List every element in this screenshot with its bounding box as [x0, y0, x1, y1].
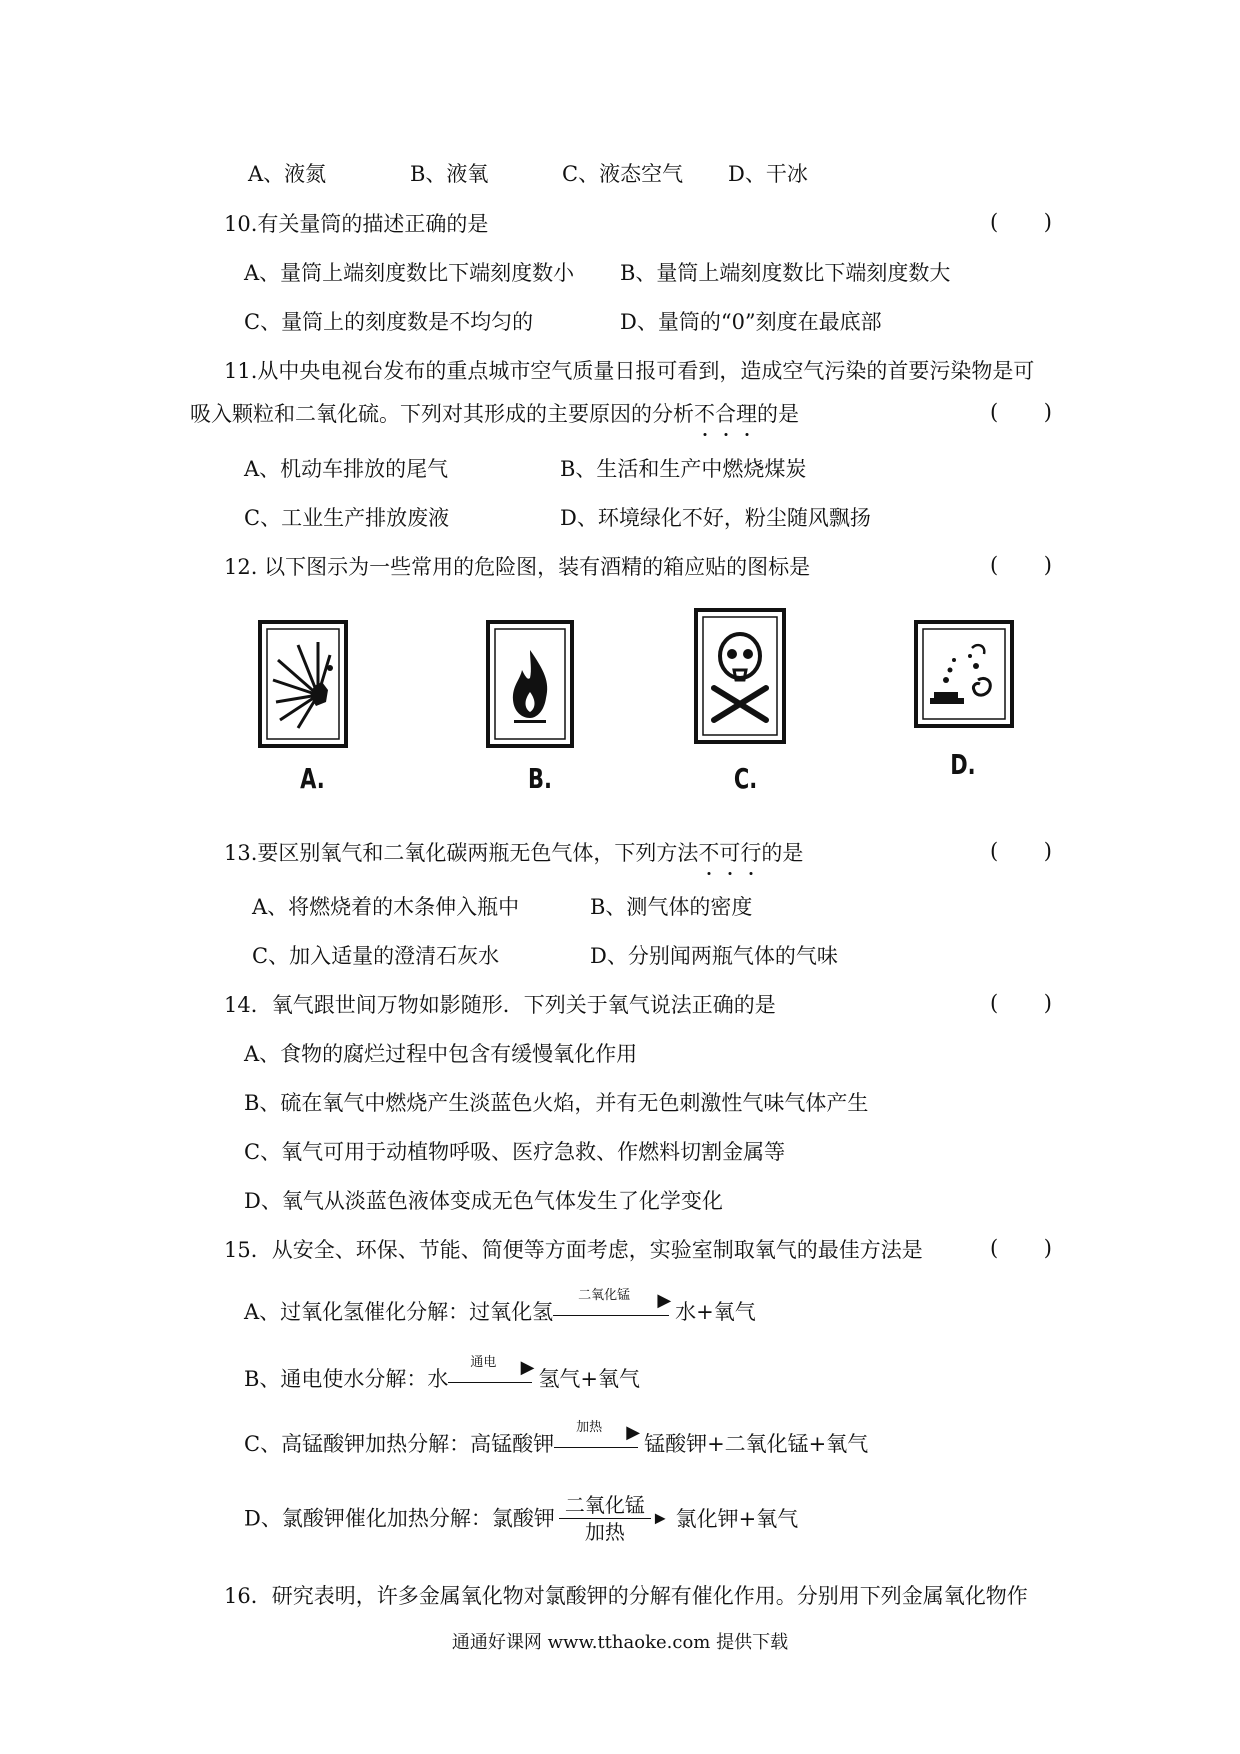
q12-label-d: D.: [950, 748, 976, 781]
q11-option-a: A、机动车排放的尾气: [244, 457, 449, 481]
q15-option-d: D、氯酸钾催化加热分解：氯酸钾 $\frac{\text{二氧化锰}}{\text{加热}}$ ▶ 氯化钾+氧气: [244, 1493, 799, 1544]
q12-label-b: B.: [527, 762, 552, 795]
q12-label-c: C.: [733, 762, 758, 795]
q16-stem-line1: 16．研究表明，许多金属氧化物对氯酸钾的分解有催化作用。分别用下列金属氧化物作: [224, 1584, 1028, 1608]
toxic-skull-icon: [694, 608, 786, 744]
q13-answer-blank: ( ): [990, 839, 1052, 863]
emphasis-char: 不: [694, 402, 715, 426]
q9-option-d: D、干冰: [728, 162, 808, 186]
q13-option-a: A、将燃烧着的木条伸入瓶中: [252, 895, 520, 919]
q11-answer-blank: ( ): [990, 400, 1052, 424]
q10-option-c: C、量筒上的刻度数是不均匀的: [244, 310, 534, 334]
q9-option-b: B、液氧: [410, 162, 489, 186]
reaction-arrow: 加热 ▶: [554, 1432, 638, 1460]
reaction-condition: $\frac{\text{二氧化锰}}{\text{加热}}$: [559, 1492, 651, 1545]
q15-option-a: A、过氧化氢催化分解：过氧化氢 二氧化锰 ▶ 水+氧气: [244, 1298, 756, 1328]
q9-option-c: C、液态空气: [562, 162, 684, 186]
q10-option-b: B、量筒上端刻度数比下端刻度数大: [620, 261, 951, 285]
q13-option-d: D、分别闻两瓶气体的气味: [590, 944, 838, 968]
q13-option-b: B、测气体的密度: [590, 895, 753, 919]
q13-stem: 13.要区别氧气和二氧化碳两瓶无色气体，下列方法不 可 行 的是: [224, 839, 803, 867]
q12-label-a: A.: [300, 762, 325, 795]
q10-option-d: D、量筒的“0”刻度在最底部: [620, 310, 882, 334]
q14-option-c: C、氧气可用于动植物呼吸、医疗急救、作燃料切割金属等: [244, 1140, 786, 1164]
emphasis-char: 合: [715, 402, 736, 426]
q13-option-c: C、加入适量的澄清石灰水: [252, 944, 500, 968]
explosive-icon: [258, 620, 348, 748]
q12-answer-blank: ( ): [990, 553, 1052, 577]
q14-option-a: A、食物的腐烂过程中包含有缓慢氧化作用: [244, 1042, 638, 1066]
corrosive-icon: [914, 620, 1014, 728]
q11-stem-line1: 11.从中央电视台发布的重点城市空气质量日报可看到，造成空气污染的首要污染物是可: [224, 359, 1035, 383]
q15-stem: 15．从安全、环保、节能、简便等方面考虑，实验室制取氧气的最佳方法是: [224, 1238, 923, 1262]
reaction-arrow: 通电 ▶: [448, 1367, 532, 1395]
q11-option-c: C、工业生产排放废液: [244, 506, 450, 530]
q14-option-d: D、氧气从淡蓝色液体变成无色气体发生了化学变化: [244, 1189, 723, 1213]
q15-option-c: C、高锰酸钾加热分解：高锰酸钾 加热 ▶ 锰酸钾+二氧化锰+氧气: [244, 1430, 868, 1460]
q11-option-d: D、环境绿化不好，粉尘随风飘扬: [560, 506, 871, 530]
reaction-arrow: 二氧化锰 ▶: [553, 1300, 669, 1328]
q14-answer-blank: ( ): [990, 991, 1052, 1015]
emphasis-char: 行: [740, 841, 761, 865]
q12-stem: 12. 以下图示为一些常用的危险图，装有酒精的箱应贴的图标是: [224, 555, 811, 579]
q15-option-b: B、通电使水分解：水 通电 ▶ 氢气+氧气: [244, 1365, 640, 1395]
q10-answer-blank: ( ): [990, 210, 1052, 234]
emphasis-char: 理: [736, 402, 757, 426]
q10-stem: 10.有关量筒的描述正确的是: [224, 212, 489, 236]
emphasis-char: 不: [698, 841, 719, 865]
emphasis-char: 可: [719, 841, 740, 865]
q11-option-b: B、生活和生产中燃烧煤炭: [560, 457, 807, 481]
flammable-icon: [486, 620, 574, 748]
q11-stem-line2: 吸入颗粒和二氧化硫。下列对其形成的主要原因的分析不 合 理 的是: [190, 400, 799, 428]
q10-option-a: A、量筒上端刻度数比下端刻度数小: [244, 261, 575, 285]
q14-option-b: B、硫在氧气中燃烧产生淡蓝色火焰，并有无色刺激性气味气体产生: [244, 1091, 869, 1115]
page-footer: 通通好课网 www.tthaoke.com 提供下载: [451, 1632, 789, 1653]
q9-option-a: A、液氮: [248, 162, 327, 186]
q14-stem: 14．氧气跟世间万物如影随形．下列关于氧气说法正确的是: [224, 993, 776, 1017]
q15-answer-blank: ( ): [990, 1236, 1052, 1260]
